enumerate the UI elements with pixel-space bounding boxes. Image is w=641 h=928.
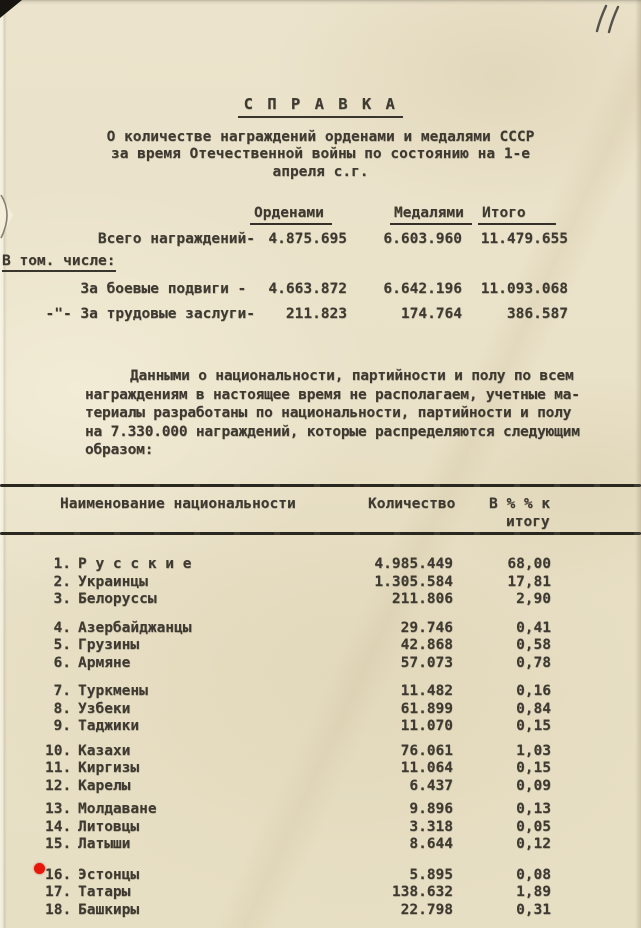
medals-value: 6.642.196 — [383, 281, 462, 297]
summary-col-header-orders: Орденами — [250, 205, 332, 225]
red-dot-marker — [34, 863, 45, 874]
table-row-total-awards — [0, 231, 568, 247]
table-row: 9. Таджики 11.070 0,15 — [53, 718, 551, 734]
table-row: 4. Азербайджанцы 29.746 0,41 — [53, 619, 551, 636]
table-row: 1. Р у с с к и е 4.985.449 68,00 — [53, 556, 551, 572]
nationality-col-header-percent-line2: итогу — [506, 514, 550, 530]
row-group — [45, 620, 551, 673]
table-row: 6. Армяне 57.073 0,78 — [53, 654, 551, 671]
table-row: 5. Грузины 42.868 0,58 — [53, 637, 551, 653]
table-row: 8. Узбеки 61.899 0,84 — [53, 700, 551, 717]
summary-col-header-total: Итого — [478, 205, 556, 225]
medals-value: 174.764 — [400, 306, 462, 322]
row-label: Всего награждений- — [97, 231, 255, 247]
summary-col-header-medals: Медалями — [390, 205, 472, 225]
document-title: С П Р А В К А — [0, 95, 641, 113]
subtitle-line: О количестве награждений орденами и медалями СССР — [106, 129, 535, 145]
orders-value: 211.823 — [285, 306, 347, 322]
handwritten-page-number — [585, 2, 625, 40]
subtitle-line: апреля с.г. — [272, 163, 369, 180]
table-row: 10. Казахи 76.061 1,03 — [45, 742, 551, 759]
table-row: 18. Башкиры 22.798 0,31 — [45, 901, 551, 918]
row-group — [45, 743, 551, 796]
scan-corner-artifact — [0, 0, 22, 18]
table-row-combat-awards — [0, 281, 568, 297]
body-paragraph — [85, 367, 605, 460]
paragraph-line: образом: — [85, 442, 154, 459]
orders-value: 4.875.695 — [268, 231, 347, 247]
including-label: В том. числе: — [2, 253, 116, 269]
table-row: 3. Белоруссы 211.806 2,90 — [53, 591, 551, 607]
table-row: 2. Украинцы 1.305.584 17,81 — [53, 573, 551, 590]
row-label: -"- За трудовые заслуги- — [45, 306, 255, 322]
table-row: 17. Татары 138.632 1,89 — [45, 884, 551, 900]
nationality-col-header-name: Наименование национальности — [60, 496, 296, 512]
table-row: 12. Карелы 6.437 0,09 — [45, 777, 551, 794]
table-row: 14. Литовцы 3.318 0,05 — [45, 818, 551, 835]
nationality-table — [45, 556, 551, 919]
table-row: 7. Туркмены 11.482 0,16 — [53, 683, 551, 699]
paragraph-line: Данными о национальности, партийности и полу по всем — [130, 368, 574, 384]
horizontal-rule-bottom — [0, 532, 641, 535]
table-row: 13. Молдаване 9.896 0,13 — [45, 801, 551, 817]
row-group — [45, 801, 551, 854]
nationality-col-header-quantity: Количество — [368, 496, 456, 512]
paragraph-line: на 7.330.000 награждений, которые распределяются следующим — [85, 423, 580, 440]
horizontal-rule-top — [0, 484, 641, 487]
row-label: За боевые подвиги - — [80, 281, 255, 297]
table-row-labor-awards — [0, 306, 568, 322]
nationality-col-header-percent: В % % к — [489, 496, 551, 512]
table-row: 15. Латыши 8.644 0,12 — [45, 836, 551, 852]
row-group — [45, 683, 551, 736]
orders-value: 4.663.872 — [268, 281, 347, 297]
paragraph-line: награждениям в настоящее время не располагаем, учетные ма- — [85, 386, 580, 403]
subtitle-line: за время Отечественной войны по состоянию на 1-е — [110, 146, 531, 163]
total-value: 11.093.068 — [480, 281, 568, 297]
document-subtitle — [0, 129, 641, 181]
total-value: 386.587 — [506, 306, 568, 322]
medals-value: 6.603.960 — [383, 231, 462, 247]
table-row: 16. Эстонцы 5.895 0,08 — [45, 866, 551, 883]
row-group — [45, 867, 551, 920]
row-group — [45, 556, 551, 609]
table-row: 11. Киргизы 11.064 0,15 — [45, 760, 551, 776]
total-value: 11.479.655 — [480, 231, 568, 247]
paragraph-line: териалы разработаны по национальности, партийности и полу — [85, 405, 572, 422]
